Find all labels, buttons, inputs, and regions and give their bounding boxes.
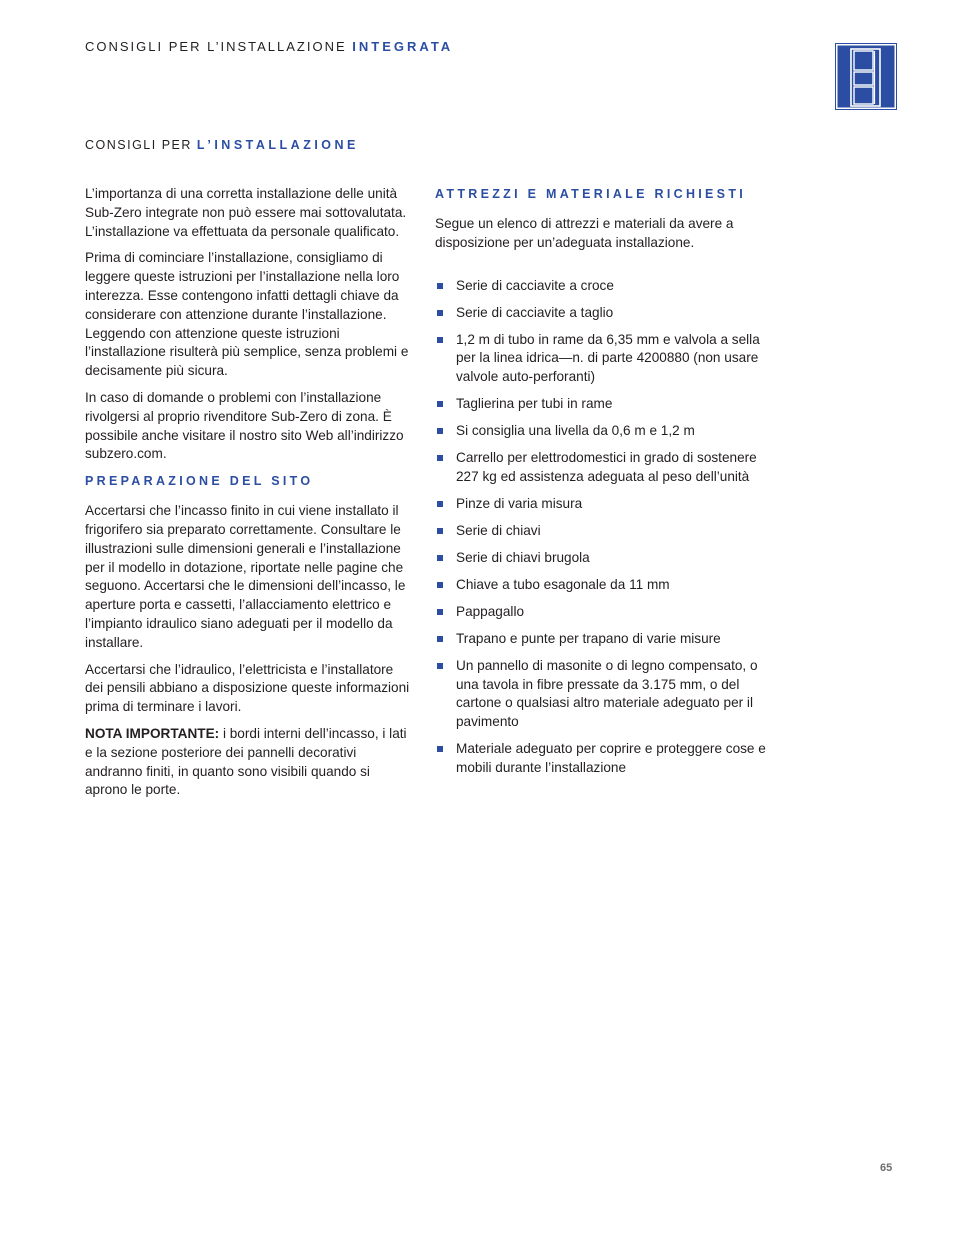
list-item-text: Serie di chiavi brugola (456, 549, 590, 565)
list-item-text: Materiale adeguato per coprire e proteggere cose e mobili durante l’installazione (456, 741, 766, 775)
list-item (435, 331, 770, 387)
square-bullet-icon (437, 636, 443, 642)
square-bullet-icon (437, 746, 443, 752)
list-item (435, 549, 770, 568)
square-bullet-icon (437, 310, 443, 316)
list-item-text: Serie di cacciavite a croce (456, 277, 614, 293)
section-title-prefix: CONSIGLI PER (85, 138, 192, 152)
list-item (435, 657, 770, 732)
square-bullet-icon (437, 428, 443, 434)
running-header-prefix: CONSIGLI PER L’INSTALLAZIONE (85, 39, 347, 54)
right-column (435, 185, 770, 786)
section-title (85, 138, 359, 152)
list-item-text: Chiave a tubo esagonale da 11 mm (456, 576, 670, 592)
list-item-text: Pappagallo (456, 603, 525, 619)
list-item-text: Carrello per elettrodomestici in grado di sostenere 227 kg ed assistenza adeguata al peso dell’unità (456, 450, 757, 484)
square-bullet-icon (437, 528, 443, 534)
list-item (435, 395, 770, 414)
running-header-accent: INTEGRATA (352, 39, 454, 54)
list-item (435, 495, 770, 514)
square-bullet-icon (437, 283, 443, 289)
square-bullet-icon (437, 663, 443, 669)
list-item-text: Serie di chiavi (456, 522, 541, 538)
list-item (435, 630, 770, 649)
left-column (85, 185, 415, 808)
site-prep-paragraph: Accertarsi che l’incasso finito in cui viene installato il frigorifero sia preparato correttamente. Consultare le illustrazioni sulle dimensioni generali e l’installazione per il modello in dotazione, riportate nelle pagine che seguono. Accertarsi che le dimensioni dell’incasso, le aperture porta e cassetti, l’allacciamento elettrico e l’impianto idraulico siano adeguati per il modello da installare. (85, 503, 406, 650)
list-item (435, 449, 770, 487)
square-bullet-icon (437, 609, 443, 615)
site-prep-heading: PREPARAZIONE DEL SITO (85, 474, 314, 489)
built-in-refrigerator-icon (835, 43, 897, 110)
square-bullet-icon (437, 337, 443, 343)
important-note-label: NOTA IMPORTANTE: (85, 725, 220, 741)
list-item-text: Si consiglia una livella da 0,6 m e 1,2 m (456, 423, 695, 439)
list-item-text: Un pannello di masonite o di legno compensato, o una tavola in fibre pressate da 3.175 mm, o del cartone o qualsiasi altro materiale adeguato per il pavimento (456, 657, 758, 730)
list-item-text: Trapano e punte per trapano di varie misure (456, 630, 721, 646)
tools-heading: ATTREZZI E MATERIALE RICHIESTI (435, 187, 747, 201)
tools-list (435, 277, 770, 778)
list-item (435, 277, 770, 296)
important-note (85, 725, 415, 800)
section-title-accent: L’INSTALLAZIONE (196, 138, 359, 152)
square-bullet-icon (437, 501, 443, 507)
tools-intro: Segue un elenco di attrezzi e materiali da avere a disposizione per un’adeguata installazione. (435, 216, 734, 250)
page-number: 65 (880, 1162, 893, 1174)
running-header (85, 39, 453, 54)
square-bullet-icon (437, 401, 443, 407)
list-item (435, 422, 770, 441)
list-item (435, 603, 770, 622)
list-item-text: Taglierina per tubi in rame (456, 396, 613, 412)
contact-paragraph: In caso di domande o problemi con l’installazione rivolgersi al proprio rivenditore Sub-Zero di zona. È possibile anche visitare il nostro sito Web all’indirizzo subzero.com. (85, 389, 404, 462)
list-item-text: 1,2 m di tubo in rame da 6,35 mm e valvola a sella per la linea idrica—n. di parte 4200880 (non usare valvole auto-perforanti) (456, 331, 760, 385)
list-item (435, 522, 770, 541)
installers-paragraph: Accertarsi che l’idraulico, l’elettricista e l’installatore dei pensili abbiano a disposizione queste informazioni prima di terminare i lavori. (85, 661, 410, 715)
list-item-text: Pinze di varia misura (456, 495, 583, 511)
list-item (435, 576, 770, 595)
square-bullet-icon (437, 555, 443, 561)
important-note-text: i bordi interni dell’incasso, i lati e la sezione posteriore dei pannelli decorativi andranno finiti, in quanto sono visibili quando si aprono le porte. (85, 725, 407, 798)
intro-paragraph: L’importanza di una corretta installazione delle unità Sub-Zero integrate non può essere mai sottovalutata. L’installazione va effettuata da personale qualificato. (85, 186, 407, 239)
instructions-paragraph: Prima di cominciare l’installazione, consigliamo di leggere queste istruzioni per l’installazione nella loro interezza. Esse contengono infatti dettagli chiave da considerare con attenzione durante l’installazione. Leggendo con attenzione queste istruzioni l’installazione risulterà più semplice, senza problemi e decisamente più sicura. (85, 250, 409, 379)
list-item-text: Serie di cacciavite a taglio (456, 304, 614, 320)
list-item (435, 304, 770, 323)
square-bullet-icon (437, 582, 443, 588)
square-bullet-icon (437, 455, 443, 461)
list-item (435, 740, 770, 778)
